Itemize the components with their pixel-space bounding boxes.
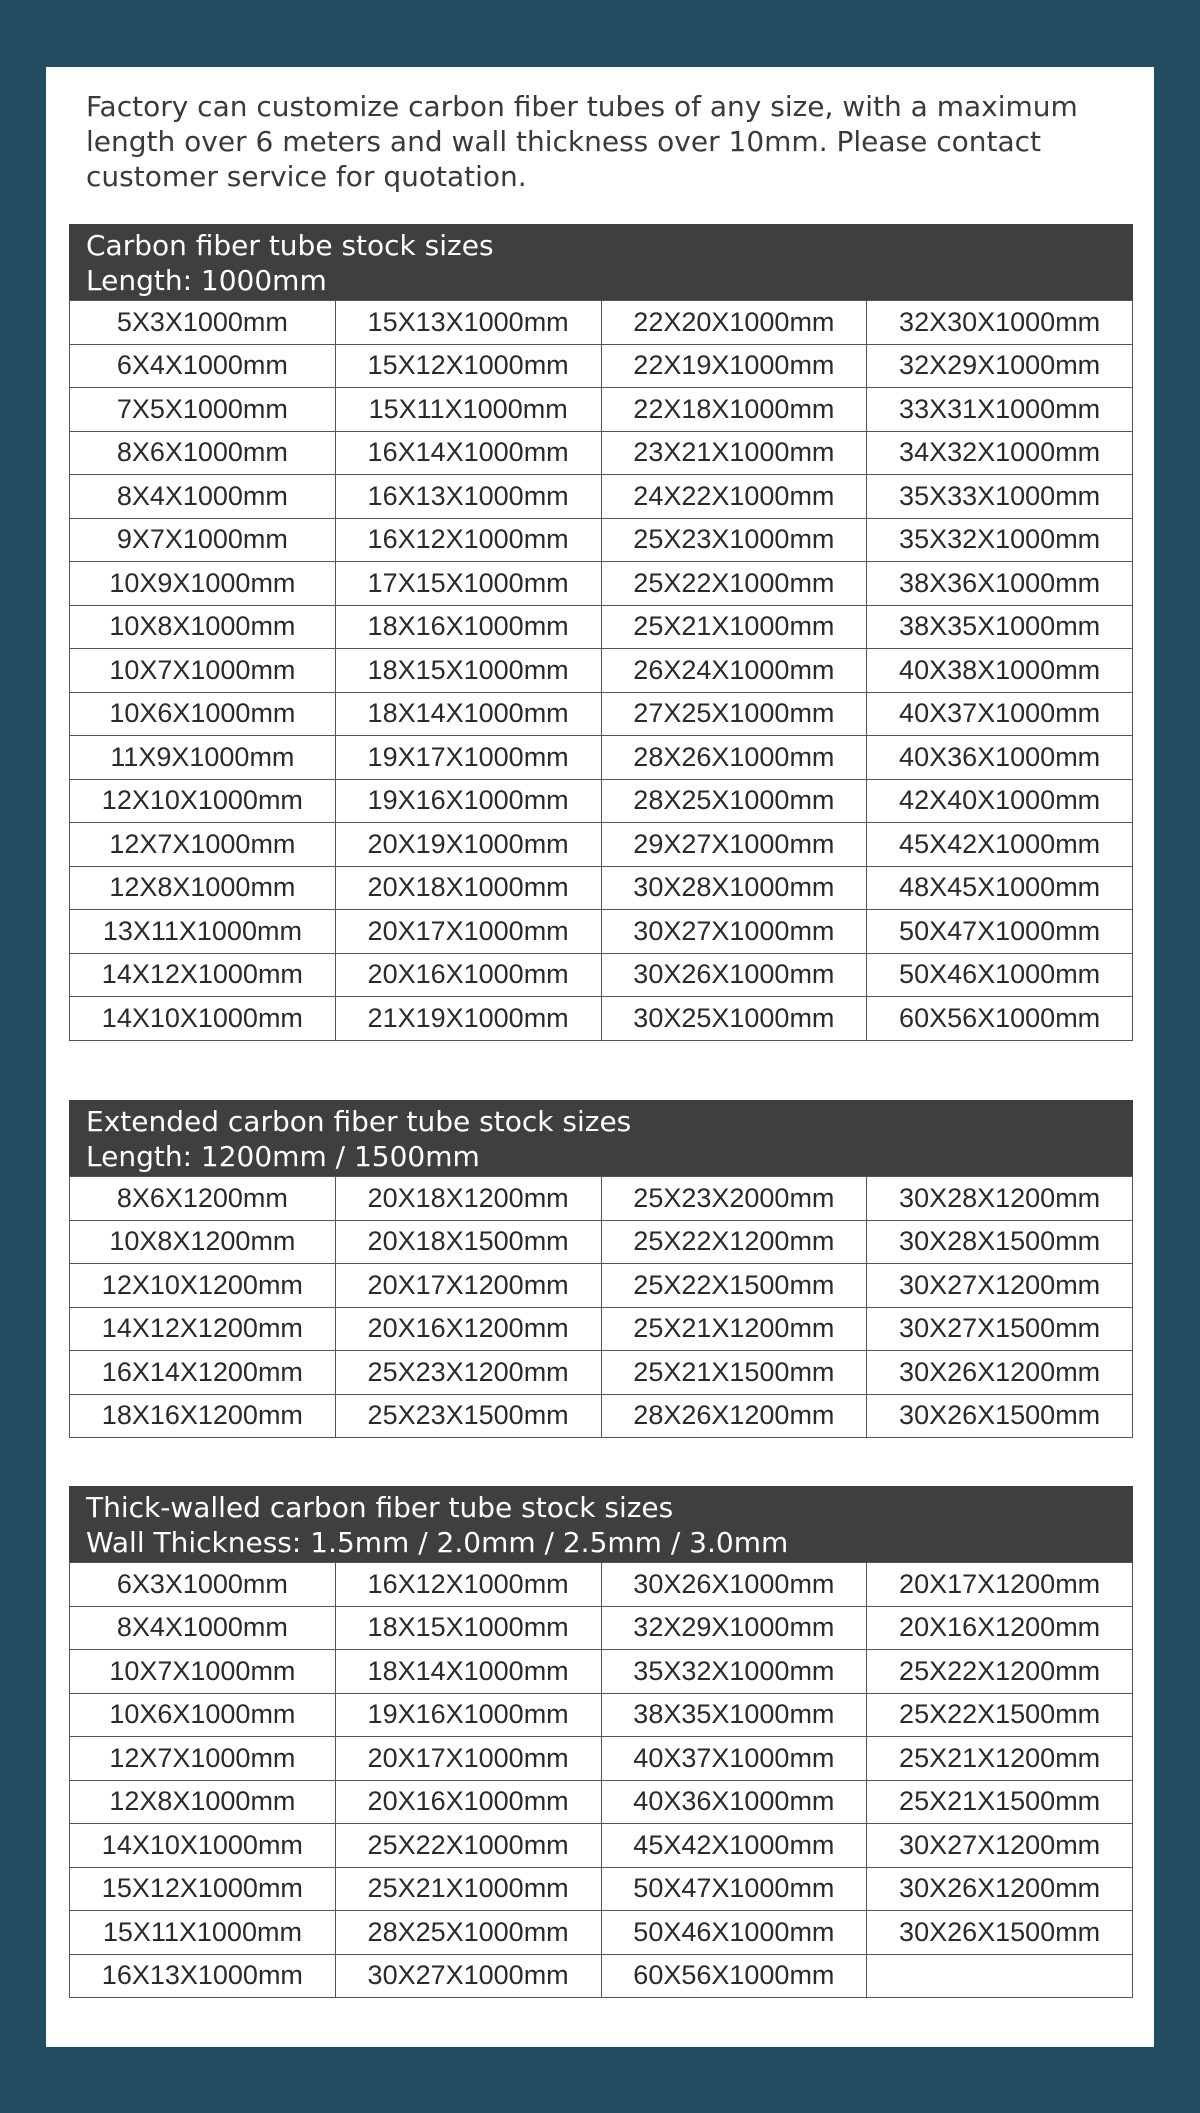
size-cell: 25X22X1200mm [867, 1650, 1133, 1694]
size-cell: 16X12X1000mm [335, 518, 601, 562]
size-cell: 20X16X1000mm [335, 1780, 601, 1824]
size-cell: 30X26X1500mm [867, 1394, 1133, 1438]
size-cell: 42X40X1000mm [867, 779, 1133, 823]
table-row [70, 1693, 1133, 1737]
size-cell: 60X56X1000mm [601, 1954, 867, 1998]
size-cell: 25X23X1200mm [335, 1351, 601, 1395]
size-cell: 18X16X1200mm [70, 1394, 336, 1438]
size-cell: 15X13X1000mm [335, 301, 601, 345]
size-cell: 30X27X1200mm [867, 1264, 1133, 1308]
size-cell: 14X10X1000mm [70, 997, 336, 1041]
size-cell: 20X17X1200mm [867, 1563, 1133, 1607]
size-cell: 20X17X1000mm [335, 1737, 601, 1781]
size-cell: 12X10X1200mm [70, 1264, 336, 1308]
size-cell: 32X29X1000mm [601, 1606, 867, 1650]
table-row [70, 344, 1133, 388]
size-cell [867, 1954, 1133, 1998]
size-table [69, 300, 1133, 1041]
table-row [70, 779, 1133, 823]
size-cell: 8X4X1000mm [70, 1606, 336, 1650]
section-title: Carbon fiber tube stock sizes [86, 229, 494, 262]
table-row [70, 1911, 1133, 1955]
size-cell: 12X8X1000mm [70, 1780, 336, 1824]
size-cell: 30X27X1000mm [335, 1954, 601, 1998]
size-cell: 12X10X1000mm [70, 779, 336, 823]
size-cell: 25X21X1000mm [335, 1867, 601, 1911]
size-cell: 22X18X1000mm [601, 388, 867, 432]
size-cell: 6X4X1000mm [70, 344, 336, 388]
size-cell: 6X3X1000mm [70, 1563, 336, 1607]
size-cell: 14X12X1200mm [70, 1307, 336, 1351]
table-row [70, 1650, 1133, 1694]
stock-sizes-section [69, 224, 1133, 1041]
size-cell: 30X25X1000mm [601, 997, 867, 1041]
size-cell: 40X36X1000mm [601, 1780, 867, 1824]
size-cell: 12X8X1000mm [70, 866, 336, 910]
size-cell: 25X22X1000mm [335, 1824, 601, 1868]
size-cell: 18X15X1000mm [335, 1606, 601, 1650]
table-row [70, 1351, 1133, 1395]
size-cell: 13X11X1000mm [70, 910, 336, 954]
size-cell: 11X9X1000mm [70, 736, 336, 780]
table-row [70, 910, 1133, 954]
size-cell: 10X6X1000mm [70, 1693, 336, 1737]
size-cell: 45X42X1000mm [867, 823, 1133, 867]
size-cell: 34X32X1000mm [867, 431, 1133, 475]
table-row [70, 1780, 1133, 1824]
size-cell: 16X13X1000mm [335, 475, 601, 519]
table-row [70, 1954, 1133, 1998]
table-row [70, 1867, 1133, 1911]
size-cell: 35X32X1000mm [867, 518, 1133, 562]
size-cell: 45X42X1000mm [601, 1824, 867, 1868]
size-cell: 22X19X1000mm [601, 344, 867, 388]
table-row [70, 866, 1133, 910]
size-cell: 25X22X1500mm [601, 1264, 867, 1308]
table-row [70, 431, 1133, 475]
size-cell: 30X26X1000mm [601, 953, 867, 997]
table-row [70, 692, 1133, 736]
size-cell: 10X9X1000mm [70, 562, 336, 606]
size-cell: 28X25X1000mm [335, 1911, 601, 1955]
size-cell: 16X14X1200mm [70, 1351, 336, 1395]
section-title: Extended carbon fiber tube stock sizes [86, 1105, 632, 1138]
size-cell: 30X27X1200mm [867, 1824, 1133, 1868]
size-cell: 10X8X1000mm [70, 605, 336, 649]
size-cell: 25X21X1500mm [601, 1351, 867, 1395]
section-subtitle: Wall Thickness: 1.5mm / 2.0mm / 2.5mm / 3.0mm [86, 1526, 789, 1559]
table-row [70, 649, 1133, 693]
size-cell: 16X12X1000mm [335, 1563, 601, 1607]
size-table [69, 1562, 1133, 1998]
size-cell: 28X26X1000mm [601, 736, 867, 780]
size-cell: 18X15X1000mm [335, 649, 601, 693]
size-cell: 20X19X1000mm [335, 823, 601, 867]
section-header [69, 1486, 1133, 1562]
size-cell: 40X37X1000mm [867, 692, 1133, 736]
size-cell: 48X45X1000mm [867, 866, 1133, 910]
size-cell: 18X14X1000mm [335, 1650, 601, 1694]
size-cell: 25X22X1500mm [867, 1693, 1133, 1737]
size-table [69, 1176, 1133, 1438]
content-card [46, 67, 1154, 2047]
section-subtitle: Length: 1000mm [86, 264, 327, 297]
size-cell: 25X21X1200mm [601, 1307, 867, 1351]
size-cell: 16X14X1000mm [335, 431, 601, 475]
table-row [70, 1824, 1133, 1868]
size-cell: 60X56X1000mm [867, 997, 1133, 1041]
size-cell: 30X28X1000mm [601, 866, 867, 910]
table-row [70, 605, 1133, 649]
table-row [70, 1394, 1133, 1438]
size-cell: 29X27X1000mm [601, 823, 867, 867]
section-header [69, 1100, 1133, 1176]
table-row [70, 1737, 1133, 1781]
size-cell: 33X31X1000mm [867, 388, 1133, 432]
size-cell: 20X17X1200mm [335, 1264, 601, 1308]
size-cell: 12X7X1000mm [70, 1737, 336, 1781]
table-row [70, 1264, 1133, 1308]
size-cell: 10X7X1000mm [70, 1650, 336, 1694]
table-row [70, 562, 1133, 606]
size-cell: 19X16X1000mm [335, 779, 601, 823]
size-cell: 38X35X1000mm [867, 605, 1133, 649]
size-cell: 17X15X1000mm [335, 562, 601, 606]
size-cell: 24X22X1000mm [601, 475, 867, 519]
size-cell: 40X36X1000mm [867, 736, 1133, 780]
intro-text: Factory can customize carbon fiber tubes of any size, with a maximum length over 6 meters and wall thickness over 10mm. Please contact customer service for quotation. [86, 90, 1078, 193]
size-cell: 26X24X1000mm [601, 649, 867, 693]
size-cell: 32X30X1000mm [867, 301, 1133, 345]
size-cell: 32X29X1000mm [867, 344, 1133, 388]
size-cell: 30X28X1200mm [867, 1177, 1133, 1221]
size-cell: 10X7X1000mm [70, 649, 336, 693]
size-cell: 22X20X1000mm [601, 301, 867, 345]
extended-sizes-section [69, 1100, 1133, 1438]
size-cell: 12X7X1000mm [70, 823, 336, 867]
size-cell: 14X10X1000mm [70, 1824, 336, 1868]
size-cell: 50X47X1000mm [601, 1867, 867, 1911]
size-cell: 7X5X1000mm [70, 388, 336, 432]
size-cell: 50X46X1000mm [867, 953, 1133, 997]
section-title: Thick-walled carbon fiber tube stock sizes [86, 1491, 674, 1524]
size-cell: 30X26X1200mm [867, 1867, 1133, 1911]
size-cell: 19X17X1000mm [335, 736, 601, 780]
size-cell: 30X26X1200mm [867, 1351, 1133, 1395]
size-cell: 18X14X1000mm [335, 692, 601, 736]
size-cell: 30X27X1000mm [601, 910, 867, 954]
size-cell: 35X32X1000mm [601, 1650, 867, 1694]
table-row [70, 301, 1133, 345]
thick-walled-sizes-section [69, 1486, 1133, 1998]
size-cell: 25X21X1500mm [867, 1780, 1133, 1824]
size-cell: 30X27X1500mm [867, 1307, 1133, 1351]
size-cell: 25X21X1000mm [601, 605, 867, 649]
size-cell: 20X18X1000mm [335, 866, 601, 910]
size-cell: 28X25X1000mm [601, 779, 867, 823]
size-cell: 15X12X1000mm [70, 1867, 336, 1911]
size-cell: 14X12X1000mm [70, 953, 336, 997]
size-cell: 8X6X1200mm [70, 1177, 336, 1221]
size-cell: 30X26X1000mm [601, 1563, 867, 1607]
size-cell: 20X18X1200mm [335, 1177, 601, 1221]
size-cell: 30X26X1500mm [867, 1911, 1133, 1955]
table-row [70, 997, 1133, 1041]
size-cell: 25X21X1200mm [867, 1737, 1133, 1781]
size-cell: 25X22X1000mm [601, 562, 867, 606]
size-cell: 20X16X1000mm [335, 953, 601, 997]
table-row [70, 1563, 1133, 1607]
size-cell: 28X26X1200mm [601, 1394, 867, 1438]
size-cell: 15X12X1000mm [335, 344, 601, 388]
size-cell: 10X6X1000mm [70, 692, 336, 736]
size-cell: 15X11X1000mm [70, 1911, 336, 1955]
size-cell: 40X37X1000mm [601, 1737, 867, 1781]
table-row [70, 518, 1133, 562]
size-cell: 40X38X1000mm [867, 649, 1133, 693]
table-row [70, 736, 1133, 780]
size-cell: 20X16X1200mm [335, 1307, 601, 1351]
size-cell: 15X11X1000mm [335, 388, 601, 432]
size-cell: 20X16X1200mm [867, 1606, 1133, 1650]
size-cell: 25X23X1500mm [335, 1394, 601, 1438]
size-cell: 16X13X1000mm [70, 1954, 336, 1998]
size-cell: 20X18X1500mm [335, 1220, 601, 1264]
size-cell: 19X16X1000mm [335, 1693, 601, 1737]
table-row [70, 1307, 1133, 1351]
size-cell: 25X23X2000mm [601, 1177, 867, 1221]
size-cell: 9X7X1000mm [70, 518, 336, 562]
size-cell: 35X33X1000mm [867, 475, 1133, 519]
table-row [70, 1606, 1133, 1650]
size-cell: 25X23X1000mm [601, 518, 867, 562]
size-cell: 27X25X1000mm [601, 692, 867, 736]
size-cell: 8X6X1000mm [70, 431, 336, 475]
size-cell: 20X17X1000mm [335, 910, 601, 954]
size-cell: 50X46X1000mm [601, 1911, 867, 1955]
section-header [69, 224, 1133, 300]
section-subtitle: Length: 1200mm / 1500mm [86, 1140, 480, 1173]
size-cell: 50X47X1000mm [867, 910, 1133, 954]
size-cell: 38X36X1000mm [867, 562, 1133, 606]
table-row [70, 1177, 1133, 1221]
table-row [70, 1220, 1133, 1264]
size-cell: 38X35X1000mm [601, 1693, 867, 1737]
size-cell: 8X4X1000mm [70, 475, 336, 519]
size-cell: 30X28X1500mm [867, 1220, 1133, 1264]
table-row [70, 823, 1133, 867]
size-cell: 21X19X1000mm [335, 997, 601, 1041]
size-cell: 10X8X1200mm [70, 1220, 336, 1264]
table-row [70, 388, 1133, 432]
size-cell: 25X22X1200mm [601, 1220, 867, 1264]
size-cell: 23X21X1000mm [601, 431, 867, 475]
table-row [70, 475, 1133, 519]
size-cell: 18X16X1000mm [335, 605, 601, 649]
table-row [70, 953, 1133, 997]
size-cell: 5X3X1000mm [70, 301, 336, 345]
